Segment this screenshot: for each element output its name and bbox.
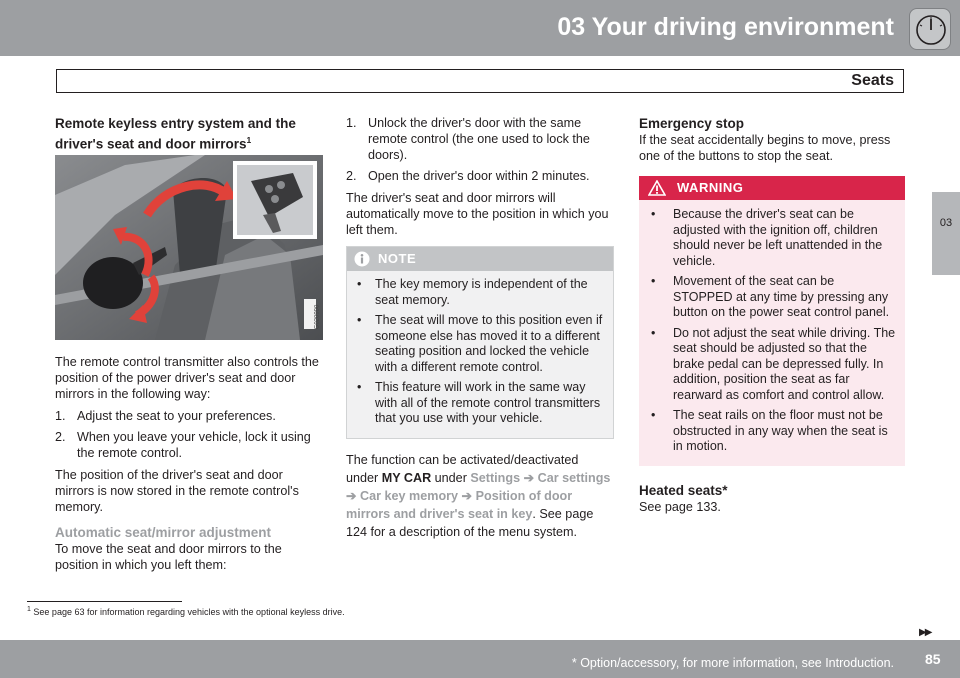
column-1 bbox=[55, 115, 323, 579]
step-number: 1. bbox=[55, 408, 66, 423]
chapter-side-tab[interactable] bbox=[932, 190, 960, 275]
step-text: Unlock the driver's door with the same remote control (the one used to lock the doors). bbox=[368, 116, 590, 162]
recall-text: The driver's seat and door mirrors will automatically move to the position in which you left them. bbox=[346, 191, 609, 237]
auto-adjust-text: To move the seat and door mirrors to the position in which you left them: bbox=[55, 541, 282, 572]
heated-seats-link[interactable]: See page 133. bbox=[639, 499, 721, 514]
footnote-mark: 1 bbox=[27, 606, 31, 613]
footnote-ref[interactable]: 1 bbox=[246, 135, 252, 145]
function-text-start: The function can be activated/deactivated under bbox=[346, 452, 579, 485]
step-number: 1. bbox=[346, 116, 357, 130]
list-item bbox=[346, 168, 614, 184]
list-item: • Movement of the seat can be STOPPED at any time by pressing any button on the power seat control panel. bbox=[649, 274, 897, 321]
option-note: * Option/accessory, for more information, see Introduction. bbox=[571, 656, 894, 670]
section-title: Seats bbox=[851, 72, 894, 89]
emergency-stop-text: If the seat accidentally begins to move, press one of the buttons to stop the seat. bbox=[639, 133, 891, 163]
list-item bbox=[55, 429, 323, 461]
note-box bbox=[346, 246, 614, 439]
warning-box bbox=[639, 176, 905, 466]
keyless-intro: The remote control transmitter also controls the position of the power driver's seat and door mirrors in the following way: bbox=[55, 354, 319, 401]
gauge-icon bbox=[909, 8, 951, 50]
warning-header bbox=[639, 176, 905, 200]
footnote bbox=[27, 606, 345, 617]
step-number: 2. bbox=[55, 429, 66, 444]
info-icon bbox=[354, 251, 370, 267]
note-label: NOTE bbox=[378, 251, 417, 266]
warning-triangle-icon bbox=[648, 180, 666, 196]
keyless-heading-text: Remote keyless entry system and the driver's seat and door mirrors bbox=[55, 116, 296, 152]
list-item: • The seat rails on the floor must not be obstructed in any way when the seat is in motion. bbox=[649, 408, 897, 455]
menu-path: Settings ➔ Car settings ➔ Car key memory ➔ Position of door mirrors and driver's seat in key bbox=[346, 470, 611, 521]
recall-steps-list bbox=[346, 115, 614, 184]
image-code: G020990 bbox=[314, 304, 321, 329]
function-text-under: under bbox=[434, 470, 467, 485]
chapter-title: 03 Your driving environment bbox=[557, 13, 894, 41]
list-item: • The seat will move to this position even if someone else has moved it to a different seating position and locked the vehicle with a different remote control. bbox=[355, 313, 605, 375]
seat-mirror-illustration bbox=[55, 155, 323, 340]
chapter-header-bar bbox=[0, 0, 960, 56]
column-3 bbox=[639, 115, 905, 521]
warning-label: WARNING bbox=[677, 180, 744, 195]
store-steps-list bbox=[55, 408, 323, 461]
side-tab-label: 03 bbox=[939, 217, 953, 229]
illustration-drawing bbox=[55, 155, 323, 340]
footnote-text: See page 63 for information regarding vehicles with the optional keyless drive. bbox=[33, 607, 345, 617]
page-number: 85 bbox=[925, 651, 941, 667]
function-text-end: . See page 124 for a description of the menu system. bbox=[346, 506, 594, 539]
list-item: • Do not adjust the seat while driving. The seat should be adjusted so that the brake pedal can be depressed fully. In addition, position the seat as far rearward as comfort and control allow. bbox=[649, 326, 897, 404]
list-item: • Because the driver's seat can be adjusted with the ignition off, children should never be left unattended in the vehicle. bbox=[649, 207, 897, 269]
list-item bbox=[346, 115, 614, 163]
step-number: 2. bbox=[346, 169, 357, 183]
footer-bar bbox=[0, 640, 960, 678]
keyless-heading bbox=[55, 115, 323, 153]
function-text bbox=[346, 451, 614, 541]
step-text: Open the driver's door within 2 minutes. bbox=[368, 169, 590, 183]
note-bullet-list bbox=[355, 277, 605, 427]
emergency-stop-heading: Emergency stop bbox=[639, 116, 745, 131]
step-text: When you leave your vehicle, lock it using the remote control. bbox=[77, 429, 311, 460]
continue-arrow-icon[interactable]: ▶▶ bbox=[919, 627, 931, 638]
step-text: Adjust the seat to your preferences. bbox=[77, 408, 276, 423]
section-title-box bbox=[56, 69, 904, 93]
stored-text: The position of the driver's seat and door mirrors is now stored in the remote control's memory. bbox=[55, 467, 299, 514]
menu-my-car: MY CAR bbox=[381, 470, 432, 485]
heated-seats-heading: Heated seats* bbox=[639, 482, 728, 498]
note-header bbox=[347, 247, 613, 271]
column-2 bbox=[346, 115, 614, 547]
image-code-label bbox=[304, 299, 321, 329]
list-item: • This feature will work in the same way with all of the remote control transmitters that you use with your vehicle. bbox=[355, 380, 605, 427]
warning-bullet-list bbox=[649, 207, 897, 455]
list-item bbox=[55, 408, 323, 424]
footnote-divider bbox=[27, 601, 182, 602]
list-item: • The key memory is independent of the seat memory. bbox=[355, 277, 605, 308]
auto-adjust-heading: Automatic seat/mirror adjustment bbox=[55, 524, 272, 540]
